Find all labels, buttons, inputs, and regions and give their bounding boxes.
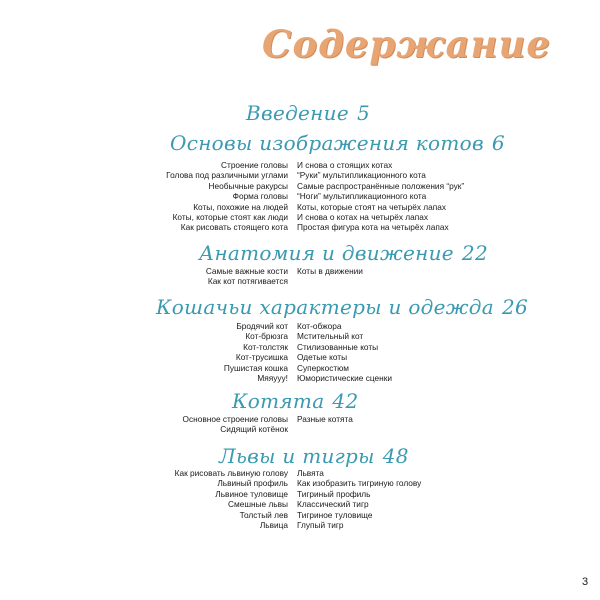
section-right-column bbox=[297, 468, 421, 530]
toc-entry: Толстый лев bbox=[239, 509, 288, 520]
toc-entry: Форма головы bbox=[232, 191, 288, 202]
section-heading bbox=[232, 389, 358, 413]
toc-entry: Одетые коты bbox=[297, 352, 348, 363]
section-left-column bbox=[175, 468, 288, 530]
toc-entry: “Ноги” мультипликационного кота bbox=[297, 191, 427, 202]
section-title: Введение bbox=[246, 101, 349, 125]
toc-entry: Тигриный профиль bbox=[297, 488, 371, 499]
toc-entry: Простая фигура кота на четырёх лапах bbox=[297, 222, 449, 233]
section-heading bbox=[246, 101, 370, 125]
toc-entry: Кот-брюзга bbox=[245, 331, 288, 342]
section-heading bbox=[156, 295, 528, 319]
toc-entry: Основное строение головы bbox=[182, 414, 288, 424]
section-left-column bbox=[224, 321, 288, 383]
toc-entry: Коты, которые стоят на четырёх лапах bbox=[297, 201, 446, 212]
section-heading bbox=[219, 444, 409, 468]
toc-entry: Стилизованные коты bbox=[297, 341, 379, 352]
toc-entry: Классический тигр bbox=[297, 499, 369, 510]
section-left-column bbox=[166, 160, 288, 233]
toc-entry: Мяяууу! bbox=[257, 372, 288, 383]
toc-entry: Коты в движении bbox=[297, 266, 363, 276]
toc-entry: Самые важные кости bbox=[205, 266, 288, 276]
section-right-column bbox=[297, 414, 353, 424]
toc-entry: Сидящий котёнок bbox=[220, 424, 288, 435]
toc-entry: Необычные ракурсы bbox=[208, 180, 288, 191]
section-left-column bbox=[183, 414, 288, 435]
section-title: Анатомия и движение bbox=[199, 241, 454, 265]
toc-entry: Глупый тигр bbox=[297, 519, 344, 530]
section-page-number: 5 bbox=[356, 101, 371, 125]
section-left-column bbox=[206, 266, 288, 287]
toc-entry: Пушистая кошка bbox=[223, 362, 288, 373]
toc-entry: Львиный профиль bbox=[217, 478, 288, 489]
toc-entry: Львиное туловище bbox=[215, 488, 288, 499]
section-right-column bbox=[297, 266, 363, 276]
section-page-number: 26 bbox=[502, 295, 529, 319]
page-title: Содержание bbox=[262, 22, 551, 66]
toc-entry: Как рисовать львиную голову bbox=[174, 468, 288, 478]
toc-entry: Строение головы bbox=[221, 160, 288, 170]
toc-entry: Тигриное туловище bbox=[297, 509, 373, 520]
toc-entry: Мстительный кот bbox=[297, 331, 364, 342]
section-title: Котята bbox=[232, 389, 325, 413]
toc-entry: Разные котята bbox=[297, 414, 353, 424]
toc-entry: Коты, похожие на людей bbox=[193, 201, 288, 212]
section-page-number: 48 bbox=[382, 444, 409, 468]
toc-entry: Львята bbox=[297, 468, 324, 478]
toc-entry: Самые распространённые положения “рук” bbox=[297, 180, 465, 191]
toc-entry: И снова о стоящих котах bbox=[297, 160, 393, 170]
section-page-number: 6 bbox=[491, 131, 505, 155]
toc-entry: Бродячий кот bbox=[236, 321, 288, 331]
section-heading bbox=[199, 241, 488, 265]
toc-entry: Как изобразить тигриную голову bbox=[297, 478, 422, 489]
toc-entry: Кот-обжора bbox=[297, 321, 342, 331]
toc-entry: Смешные львы bbox=[228, 499, 288, 510]
toc-entry: Суперкостюм bbox=[297, 362, 349, 373]
toc-entry: И снова о котах на четырёх лапах bbox=[297, 211, 429, 222]
toc-entry: Львица bbox=[259, 519, 288, 530]
section-title: Львы и тигры bbox=[219, 444, 375, 468]
toc-entry: “Руки” мультипликационного кота bbox=[297, 170, 426, 181]
section-page-number: 22 bbox=[461, 241, 488, 265]
toc-entry: Как кот потягивается bbox=[207, 276, 288, 287]
toc-entry: Кот-трусишка bbox=[235, 352, 288, 363]
section-title: Основы изображения котов bbox=[170, 131, 484, 155]
toc-entry: Как рисовать стоящего кота bbox=[180, 222, 288, 233]
section-title: Кошачьи характеры и одежда bbox=[156, 295, 495, 319]
section-right-column bbox=[297, 160, 464, 233]
section-page-number: 42 bbox=[332, 389, 359, 413]
toc-entry: Кот-толстяк bbox=[243, 341, 288, 352]
section-right-column bbox=[297, 321, 392, 383]
toc-entry: Коты, которые стоят как люди bbox=[172, 211, 288, 222]
section-heading bbox=[170, 131, 505, 155]
page-number: 3 bbox=[582, 576, 589, 588]
toc-entry: Юмористические сценки bbox=[297, 372, 392, 383]
toc-entry: Голова под различными углами bbox=[166, 170, 288, 181]
